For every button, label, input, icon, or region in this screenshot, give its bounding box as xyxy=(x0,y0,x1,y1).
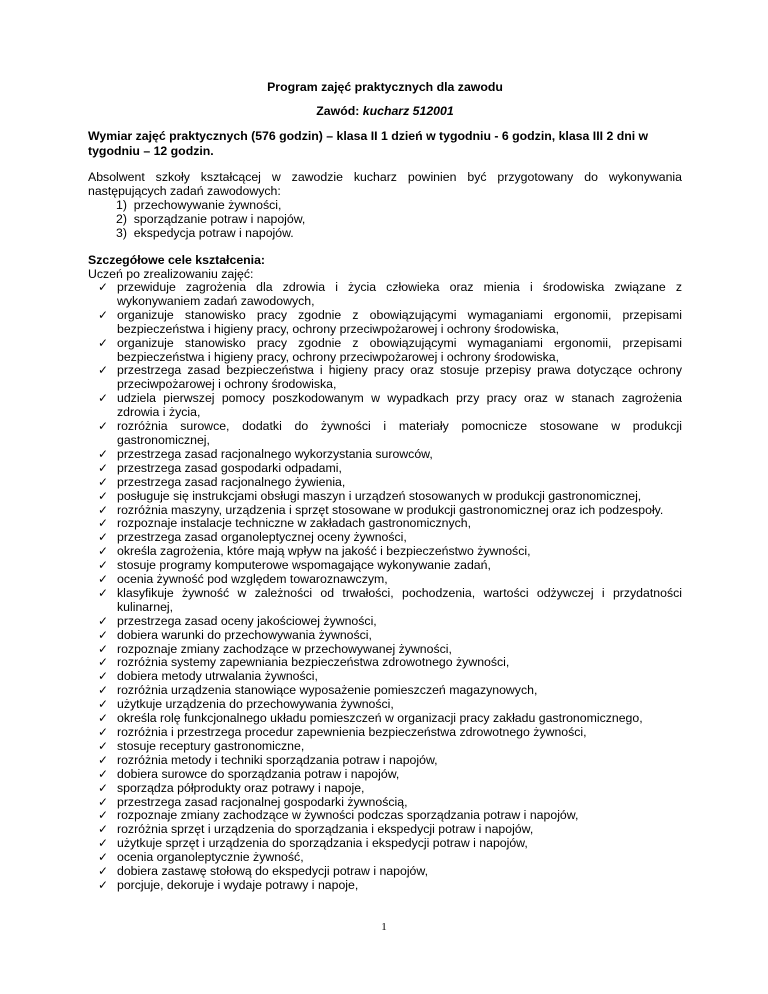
goal-text: rozpoznaje zmiany zachodzące w przechowywanej żywności, xyxy=(117,641,452,656)
goal-item xyxy=(88,573,682,587)
checkmark-icon: ✓ xyxy=(98,794,109,809)
goal-item xyxy=(88,726,682,740)
goal-item xyxy=(88,517,682,531)
checkmark-icon: ✓ xyxy=(98,572,109,587)
goal-text: określa zagrożenia, które mają wpływ na jakość i bezpieczeństwo żywności, xyxy=(117,544,531,559)
goal-item xyxy=(88,865,682,879)
checkmark-icon: ✓ xyxy=(98,725,109,739)
goal-text: dobiera zastawę stołową do ekspedycji potraw i napojów, xyxy=(117,864,429,879)
goal-item xyxy=(88,476,682,490)
goal-item xyxy=(88,309,682,337)
goal-text: przestrzega zasad racjonalnego żywienia, xyxy=(117,474,346,489)
checkmark-icon: ✓ xyxy=(98,419,109,434)
checkmark-icon: ✓ xyxy=(98,530,109,545)
goal-text: przestrzega zasad racjonalnej gospodarki żywnością, xyxy=(117,794,408,809)
goal-text: przestrzega zasad gospodarki odpadami, xyxy=(117,460,342,475)
goal-item xyxy=(88,504,682,518)
goals-list xyxy=(88,281,682,893)
hours-paragraph: Wymiar zajęć praktycznych (576 godzin) – klasa II 1 dzień w tygodniu - 6 godzin, klasa III 2 dni w tygodniu – 12 godzin. xyxy=(88,129,649,158)
goal-text: przestrzega zasad bezpieczeństwa i higieny pracy oraz stosuje przepisy prawa dotyczące ochrony przeciwpożarowej i ochrony środowiska, xyxy=(117,363,682,392)
checkmark-icon: ✓ xyxy=(98,641,109,656)
checkmark-icon: ✓ xyxy=(98,738,109,753)
goal-item xyxy=(88,545,682,559)
goal-text: organizuje stanowisko pracy zgodnie z obowiązującymi wymaganiami ergonomii, przepisami bezpieczeństwa i higieny pracy, ochrony przeciwpożarowej i ochrony środowiska, xyxy=(117,307,682,336)
goal-text: rozróżnia metody i techniki sporządzania potraw i napojów, xyxy=(117,752,438,767)
goal-item xyxy=(88,879,682,893)
checkmark-icon: ✓ xyxy=(98,850,109,865)
checkmark-icon: ✓ xyxy=(98,655,109,670)
profession-label: Zawód: xyxy=(316,104,360,118)
goal-text: posługuje się instrukcjami obsługi maszyn i urządzeń stosowanych w produkcji gastronomicznej, xyxy=(117,488,642,503)
checkmark-icon: ✓ xyxy=(98,669,109,684)
goal-item xyxy=(88,531,682,545)
goal-item xyxy=(88,364,682,392)
document-page xyxy=(88,80,682,893)
checkmark-icon: ✓ xyxy=(98,877,109,892)
checkmark-icon: ✓ xyxy=(98,711,109,726)
goal-text: dobiera surowce do sporządzania potraw i napojów, xyxy=(117,766,400,781)
goal-item xyxy=(88,782,682,796)
goal-text: sporządza półprodukty oraz potrawy i napoje, xyxy=(117,780,365,795)
goal-item xyxy=(88,615,682,629)
goal-text: rozróżnia urządzenia stanowiące wyposażenie pomieszczeń magazynowych, xyxy=(117,683,538,698)
goal-text: przestrzega zasad racjonalnego wykorzystania surowców, xyxy=(117,446,433,461)
goal-item xyxy=(88,490,682,504)
checkmark-icon: ✓ xyxy=(98,335,109,350)
goal-text: rozpoznaje instalacje techniczne w zakładach gastronomicznych, xyxy=(117,516,472,531)
checkmark-icon: ✓ xyxy=(98,613,109,628)
checkmark-icon: ✓ xyxy=(98,864,109,879)
goal-text: udziela pierwszej pomocy poszkodowanym w wypadkach przy pracy oraz w stanach zagrożenia zdrowia i życia, xyxy=(117,391,682,420)
goal-item xyxy=(88,698,682,712)
checkmark-icon: ✓ xyxy=(98,822,109,837)
goal-text: przestrzega zasad oceny jakościowej żywności, xyxy=(117,613,377,628)
goal-item xyxy=(88,823,682,837)
goal-item xyxy=(88,684,682,698)
checkmark-icon: ✓ xyxy=(98,697,109,712)
task-item: 2) sporządzanie potraw i napojów, xyxy=(116,212,306,226)
goal-text: rozróżnia surowce, dodatki do żywności i materiały pomocnicze stosowane w produkcji gastronomicznej, xyxy=(117,419,682,447)
checkmark-icon: ✓ xyxy=(98,280,109,294)
goal-text: użytkuje urządzenia do przechowywania żywności, xyxy=(117,697,394,712)
checkmark-icon: ✓ xyxy=(98,836,109,851)
checkmark-icon: ✓ xyxy=(98,446,109,461)
goal-text: klasyfikuje żywność w zależności od trwałości, pochodzenia, wartości odżywczej i przydatności kulinarnej, xyxy=(117,585,682,614)
goal-text: przestrzega zasad organoleptycznej oceny żywności, xyxy=(117,530,407,545)
goal-text: dobiera warunki do przechowywania żywności, xyxy=(117,627,372,642)
goal-text: rozpoznaje zmiany zachodzące w żywności podczas sporządzania potraw i napojów, xyxy=(117,808,579,823)
goal-item xyxy=(88,281,682,309)
goal-text: rozróżnia maszyny, urządzenia i sprzęt stosowane w produkcji gastronomicznej oraz ich podzespoły. xyxy=(117,502,664,517)
goal-item xyxy=(88,559,682,573)
profession-value: kucharz 512001 xyxy=(362,104,454,118)
goal-text: stosuje receptury gastronomiczne, xyxy=(117,738,305,753)
goal-item xyxy=(88,656,682,670)
goal-item xyxy=(88,754,682,768)
checkmark-icon: ✓ xyxy=(98,683,109,698)
goal-text: stosuje programy komputerowe wspomagające wykonywanie zadań, xyxy=(117,558,491,573)
goal-item xyxy=(88,809,682,823)
goal-text: rozróżnia sprzęt i urządzenia do sporządzania i ekspedycji potraw i napojów, xyxy=(117,822,534,837)
checkmark-icon: ✓ xyxy=(98,808,109,823)
checkmark-icon: ✓ xyxy=(98,780,109,795)
checkmark-icon: ✓ xyxy=(98,516,109,531)
intro-paragraph: Absolwent szkoły kształcącej w zawodzie kucharz powinien być przygotowany do wykonywania następujących zadań zawodowych: xyxy=(88,170,682,198)
goal-text: ocenia żywność pod względem towaroznawczym, xyxy=(117,572,388,587)
goal-item xyxy=(88,712,682,726)
goal-item xyxy=(88,629,682,643)
checkmark-icon: ✓ xyxy=(98,474,109,489)
goal-text: ocenia organoleptycznie żywność, xyxy=(117,850,304,865)
checkmark-icon: ✓ xyxy=(98,752,109,767)
task-item: 3) ekspedycja potraw i napojów. xyxy=(116,226,294,240)
goal-item xyxy=(88,392,682,420)
goal-text: dobiera metody utrwalania żywności, xyxy=(117,669,318,684)
goal-item xyxy=(88,670,682,684)
goal-text: określa rolę funkcjonalnego układu pomieszczeń w organizacji pracy zakładu gastronomicznego, xyxy=(117,711,643,726)
checkmark-icon: ✓ xyxy=(98,558,109,573)
checkmark-icon: ✓ xyxy=(98,460,109,475)
goal-text: organizuje stanowisko pracy zgodnie z obowiązującymi wymaganiami ergonomii, przepisami bezpieczeństwa i higieny pracy, ochrony przeciwpożarowej i ochrony środowiska, xyxy=(117,335,682,364)
goal-text: rozróżnia systemy zapewniania bezpieczeństwa zdrowotnego żywności, xyxy=(117,655,510,670)
goal-item xyxy=(88,740,682,754)
goal-item xyxy=(88,837,682,851)
goal-item xyxy=(88,587,682,615)
goal-item xyxy=(88,448,682,462)
profession-line xyxy=(88,104,682,119)
goal-text: użytkuje sprzęt i urządzenia do sporządzania i ekspedycji potraw i napojów, xyxy=(117,836,528,851)
goal-item xyxy=(88,796,682,810)
goal-item xyxy=(88,643,682,657)
document-title: Program zajęć praktycznych dla zawodu xyxy=(267,80,503,94)
goal-text: przewiduje zagrożenia dla zdrowia i życia człowieka oraz mienia i środowiska związane z wykonywaniem zadań zawodowych, xyxy=(117,280,682,308)
goals-lead: Uczeń po zrealizowaniu zajęć: xyxy=(88,267,254,281)
checkmark-icon: ✓ xyxy=(98,627,109,642)
page-number: 1 xyxy=(381,921,387,933)
goal-item xyxy=(88,337,682,365)
checkmark-icon: ✓ xyxy=(98,585,109,600)
checkmark-icon: ✓ xyxy=(98,307,109,322)
goal-item xyxy=(88,462,682,476)
checkmark-icon: ✓ xyxy=(98,363,109,378)
goal-item xyxy=(88,851,682,865)
checkmark-icon: ✓ xyxy=(98,766,109,781)
goal-item xyxy=(88,768,682,782)
checkmark-icon: ✓ xyxy=(98,488,109,503)
goal-text: porcjuje, dekoruje i wydaje potrawy i napoje, xyxy=(117,877,359,892)
task-list xyxy=(88,198,682,240)
checkmark-icon: ✓ xyxy=(98,544,109,559)
task-item: 1) przechowywanie żywności, xyxy=(116,198,282,212)
checkmark-icon: ✓ xyxy=(98,502,109,517)
checkmark-icon: ✓ xyxy=(98,391,109,406)
goals-title: Szczegółowe cele kształcenia: xyxy=(88,253,266,267)
goal-text: rozróżnia i przestrzega procedur zapewnienia bezpieczeństwa zdrowotnego żywności, xyxy=(117,725,587,739)
goal-item xyxy=(88,420,682,448)
